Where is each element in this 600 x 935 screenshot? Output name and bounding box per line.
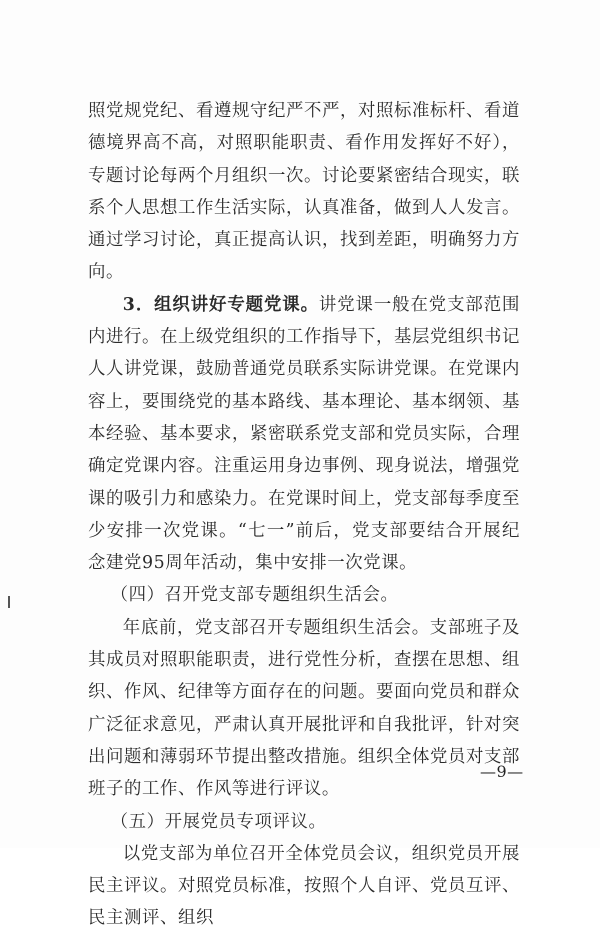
paragraph-continued [88,95,520,289]
item-heading: 3．组织讲好专题党课。 [122,294,319,315]
paragraph-item-3 [88,289,520,580]
paragraph-section-4 [88,612,520,806]
page-number: —9— [480,762,524,781]
section-heading-4 [88,579,520,611]
paragraph-section-5 [88,838,520,935]
paragraph-text: 年底前，党支部召开专题组织生活会。支部班子及其成员对照职能职责，进行党性分析，查摆在思想、组织、作风、纪律等方面存在的问题。要面向党员和群众广泛征求意见，严肃认真开展批评和自我批评，针对突出问题和薄弱环节提出整改措施。组织全体党员对支部班子的工作、作风等进行评议。 [88,617,520,800]
paragraph-text: 照党规党纪、看遵规守纪严不严，对照标准标杆、看道德境界高不高，对照职能职责、看作用发挥好不好），专题讨论每两个月组织一次。讨论要紧密结合现实，联系个人思想工作生活实际，认真准备，做到人人发言。通过学习讨论，真正提高认识，找到差距，明确努力方向。 [88,101,520,283]
paragraph-text: 讲党课一般在党支部范围内进行。在上级党组织的工作指导下，基层党组织书记人人讲党课，鼓励普通党员联系实际讲党课。在党课内容上，要围绕党的基本路线、基本理论、基本纲领、基本经验、基本要求，紧密联系党支部和党员实际，合理确定党课内容。注重运用身边事例、现身说法，增强党课的吸引力和感染力。在党课时间上，党支部每季度至少安排一次党课。“七一”前后，党支部要结合开展纪念建党95周年活动，集中安排一次党课。 [88,294,521,574]
section-heading-text: （四）召开党支部专题组织生活会。 [110,585,399,606]
scan-margin-mark [8,596,10,608]
section-heading-text: （五）开展党员专项评议。 [110,811,327,832]
section-heading-5 [88,806,520,838]
paragraph-text: 以党支部为单位召开全体党员会议，组织党员开展民主评议。对照党员标准，按照个人自评、党员互评、民主测评、组织 [88,843,520,929]
body-text [88,95,520,935]
